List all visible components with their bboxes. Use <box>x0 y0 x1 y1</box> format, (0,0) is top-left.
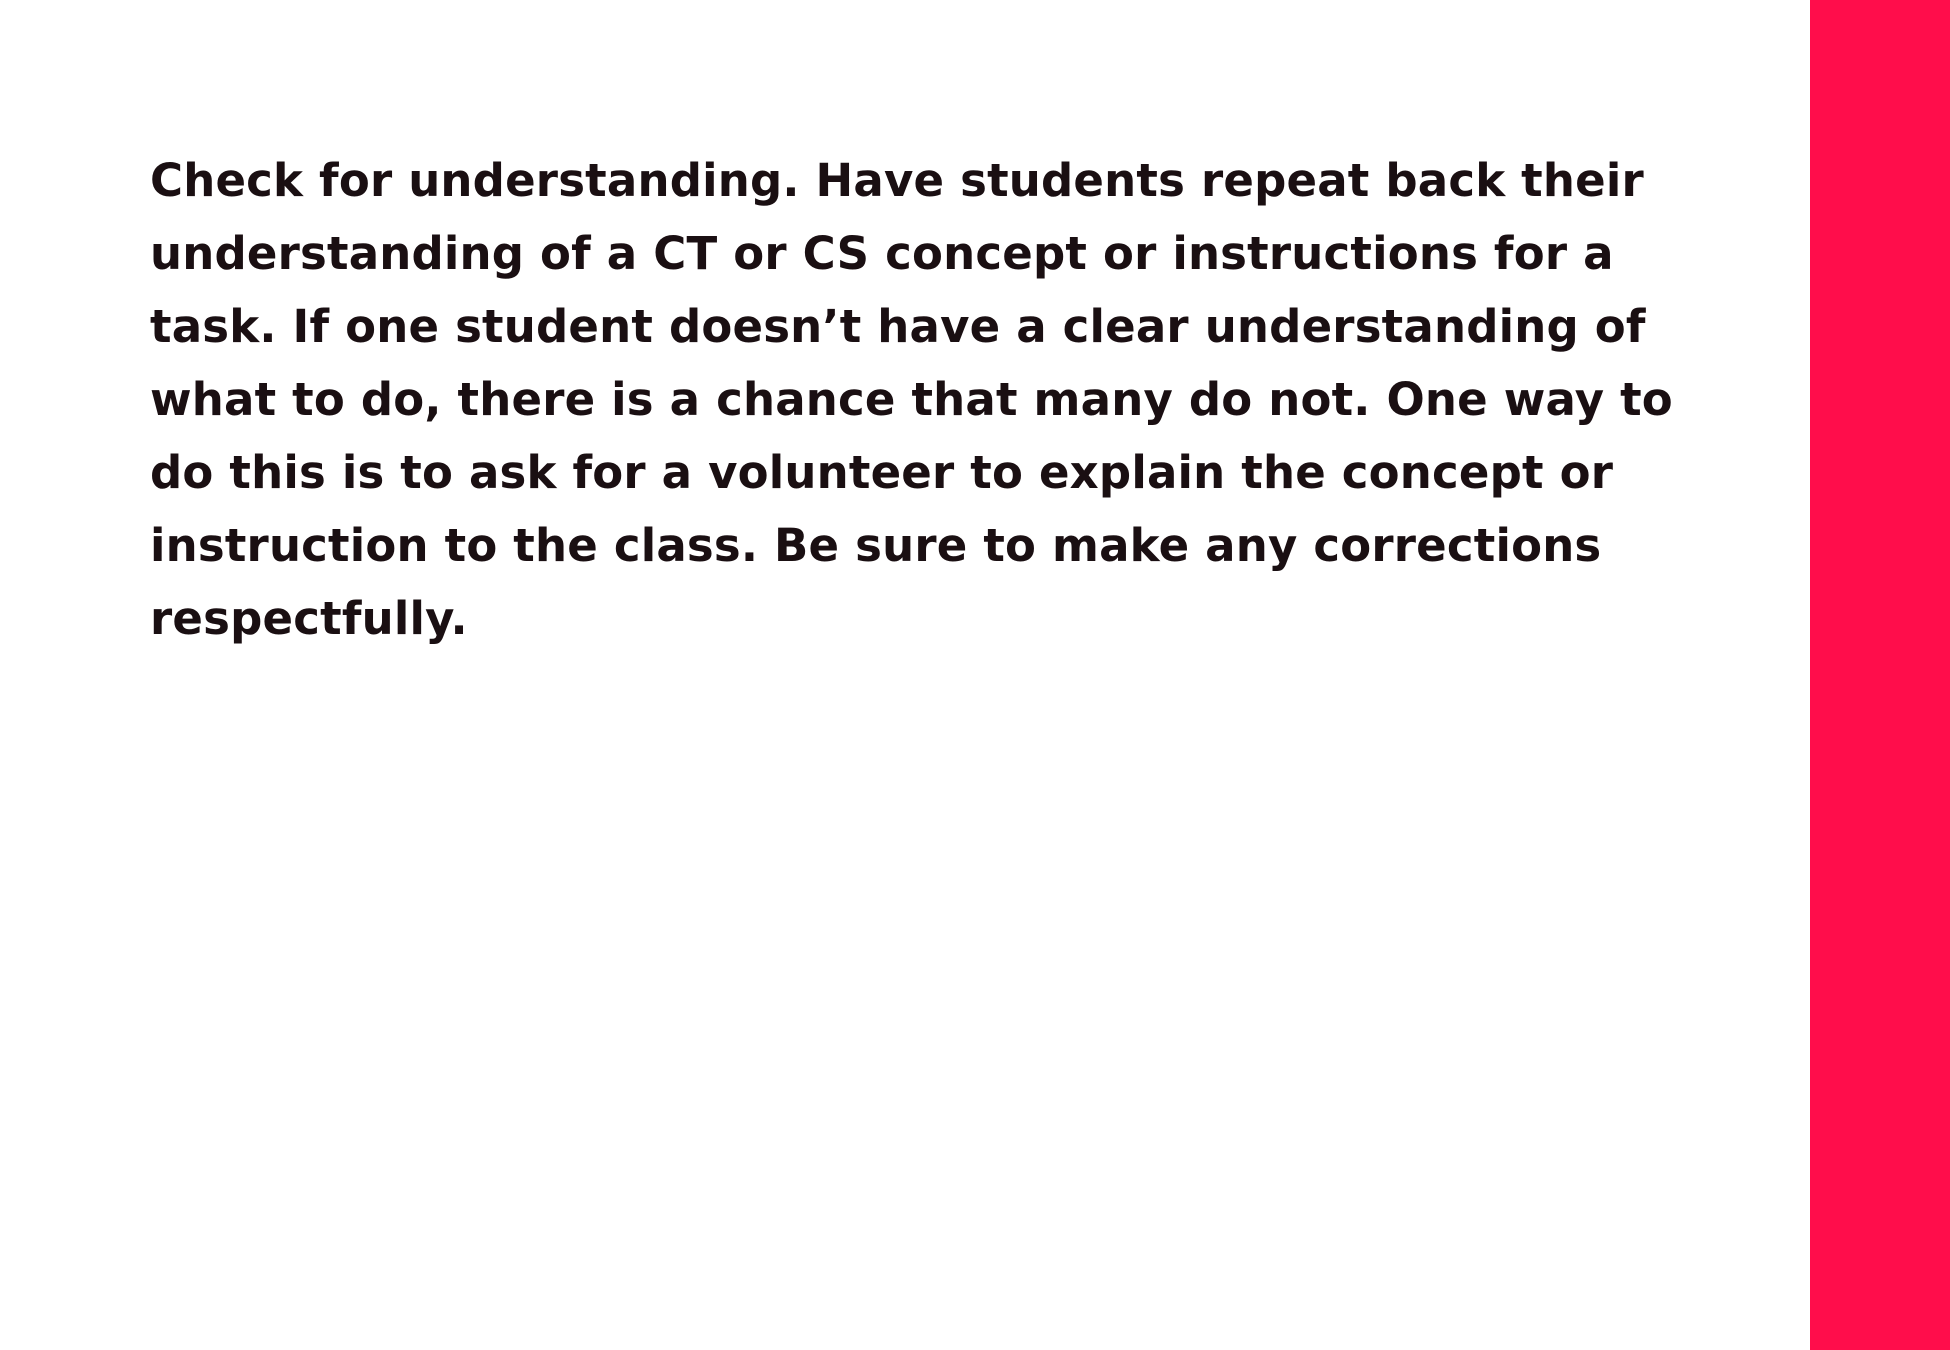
paragraph-line: do this is to ask for a volunteer to explain the concept or <box>150 446 1614 499</box>
body-paragraph <box>150 144 1730 655</box>
paragraph-line: what to do, there is a chance that many do not. One way to <box>150 373 1673 426</box>
paragraph-line: task. If one student doesn’t have a clear understanding of <box>150 300 1646 353</box>
paragraph-line: understanding of a CT or CS concept or instructions for a <box>150 227 1614 280</box>
paragraph-line: Check for understanding. Have students repeat back their <box>150 154 1644 207</box>
accent-side-bar <box>1810 0 1950 1350</box>
paragraph-line: respectfully. <box>150 592 468 645</box>
paragraph-line: instruction to the class. Be sure to make any corrections <box>150 519 1602 572</box>
